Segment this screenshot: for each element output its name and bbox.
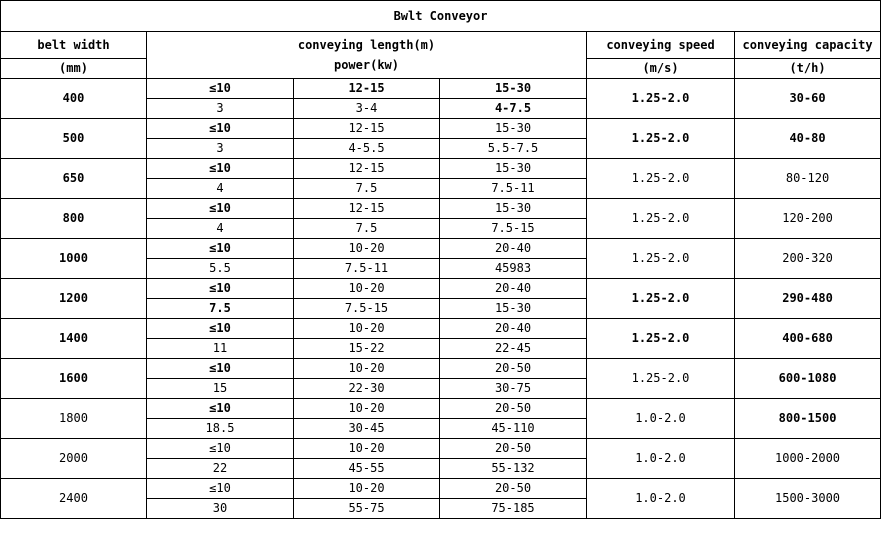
length-cell: ≤10 xyxy=(147,479,294,499)
length-cell: ≤10 xyxy=(147,319,294,339)
conveying-speed-cell: 1.25-2.0 xyxy=(587,239,735,279)
length-cell: ≤10 xyxy=(147,199,294,219)
belt-width-header: belt width xyxy=(1,32,147,59)
power-cell: 18.5 xyxy=(147,419,294,439)
power-cell: 4-7.5 xyxy=(440,99,587,119)
power-cell: 5.5-7.5 xyxy=(440,139,587,159)
length-cell: 20-50 xyxy=(440,439,587,459)
power-cell: 15 xyxy=(147,379,294,399)
table-row xyxy=(1,79,881,99)
power-cell: 7.5-15 xyxy=(440,219,587,239)
length-cell: 12-15 xyxy=(294,159,440,179)
belt-width-cell: 1000 xyxy=(1,239,147,279)
conveying-speed-cell: 1.25-2.0 xyxy=(587,279,735,319)
power-cell: 30-45 xyxy=(294,419,440,439)
length-cell: 10-20 xyxy=(294,279,440,299)
conveying-capacity-cell: 1500-3000 xyxy=(735,479,881,519)
belt-width-cell: 2000 xyxy=(1,439,147,479)
conveying-speed-cell: 1.0-2.0 xyxy=(587,439,735,479)
conveying-capacity-cell: 1000-2000 xyxy=(735,439,881,479)
belt-width-cell: 1800 xyxy=(1,399,147,439)
conveying-capacity-cell: 800-1500 xyxy=(735,399,881,439)
belt-width-cell: 1200 xyxy=(1,279,147,319)
power-cell: 7.5 xyxy=(147,299,294,319)
length-cell: 15-30 xyxy=(440,199,587,219)
conveying-speed-cell: 1.25-2.0 xyxy=(587,159,735,199)
conveying-capacity-cell: 30-60 xyxy=(735,79,881,119)
conveying-capacity-cell: 120-200 xyxy=(735,199,881,239)
power-cell: 7.5-15 xyxy=(294,299,440,319)
conveying-speed-header: conveying speed xyxy=(587,32,735,59)
length-cell: 12-15 xyxy=(294,119,440,139)
power-cell: 7.5 xyxy=(294,179,440,199)
length-cell: 15-30 xyxy=(440,159,587,179)
power-cell: 22-45 xyxy=(440,339,587,359)
conveying-speed-cell: 1.25-2.0 xyxy=(587,79,735,119)
length-cell: ≤10 xyxy=(147,399,294,419)
belt-width-cell: 400 xyxy=(1,79,147,119)
conveying-speed-cell: 1.0-2.0 xyxy=(587,479,735,519)
length-cell: 20-50 xyxy=(440,359,587,379)
power-cell: 7.5-11 xyxy=(294,259,440,279)
table-row xyxy=(1,319,881,339)
table-row xyxy=(1,119,881,139)
length-cell: ≤10 xyxy=(147,279,294,299)
length-cell: 20-40 xyxy=(440,239,587,259)
table-row xyxy=(1,279,881,299)
power-cell: 3 xyxy=(147,139,294,159)
conveying-speed-cell: 1.25-2.0 xyxy=(587,199,735,239)
conveying-speed-cell: 1.25-2.0 xyxy=(587,119,735,159)
length-cell: 12-15 xyxy=(294,199,440,219)
table-row xyxy=(1,439,881,459)
belt-width-cell: 500 xyxy=(1,119,147,159)
belt-width-cell: 650 xyxy=(1,159,147,199)
belt-width-cell: 800 xyxy=(1,199,147,239)
length-cell: 10-20 xyxy=(294,239,440,259)
table-row xyxy=(1,359,881,379)
length-cell: 10-20 xyxy=(294,479,440,499)
power-cell: 55-132 xyxy=(440,459,587,479)
length-cell: ≤10 xyxy=(147,359,294,379)
table-row xyxy=(1,479,881,499)
table-row xyxy=(1,199,881,219)
power-cell: 4 xyxy=(147,219,294,239)
power-cell: 30-75 xyxy=(440,379,587,399)
conveying-length-header: conveying length(m) xyxy=(297,38,436,52)
power-cell: 7.5 xyxy=(294,219,440,239)
belt-width-cell: 1600 xyxy=(1,359,147,399)
power-cell: 3-4 xyxy=(294,99,440,119)
length-cell: 20-40 xyxy=(440,279,587,299)
power-cell: 11 xyxy=(147,339,294,359)
power-cell: 22-30 xyxy=(294,379,440,399)
power-cell: 75-185 xyxy=(440,499,587,519)
power-cell: 45-55 xyxy=(294,459,440,479)
length-cell: 10-20 xyxy=(294,359,440,379)
conveying-speed-cell: 1.25-2.0 xyxy=(587,319,735,359)
table-row xyxy=(1,399,881,419)
length-cell: 15-30 xyxy=(440,119,587,139)
power-cell: 7.5-11 xyxy=(440,179,587,199)
power-cell: 15-30 xyxy=(440,299,587,319)
power-cell: 45983 xyxy=(440,259,587,279)
length-cell: ≤10 xyxy=(147,159,294,179)
power-cell: 3 xyxy=(147,99,294,119)
power-cell: 22 xyxy=(147,459,294,479)
belt-width-cell: 1400 xyxy=(1,319,147,359)
length-cell: 10-20 xyxy=(294,439,440,459)
power-cell: 30 xyxy=(147,499,294,519)
table-row xyxy=(1,159,881,179)
length-cell: 20-40 xyxy=(440,319,587,339)
length-power-header xyxy=(147,32,587,79)
length-cell: 20-50 xyxy=(440,399,587,419)
power-cell: 55-75 xyxy=(294,499,440,519)
conveying-speed-unit: (m/s) xyxy=(587,59,735,79)
power-cell: 45-110 xyxy=(440,419,587,439)
length-cell: 10-20 xyxy=(294,399,440,419)
power-cell: 15-22 xyxy=(294,339,440,359)
conveying-capacity-unit: (t/h) xyxy=(735,59,881,79)
power-cell: 4-5.5 xyxy=(294,139,440,159)
belt-width-unit: (mm) xyxy=(1,59,147,79)
table-title: Bwlt Conveyor xyxy=(1,1,881,32)
length-cell: 10-20 xyxy=(294,319,440,339)
conveying-capacity-cell: 400-680 xyxy=(735,319,881,359)
conveying-speed-cell: 1.25-2.0 xyxy=(587,359,735,399)
length-cell: ≤10 xyxy=(147,239,294,259)
conveying-capacity-header: conveying capacity xyxy=(735,32,881,59)
length-cell: 20-50 xyxy=(440,479,587,499)
conveying-capacity-cell: 200-320 xyxy=(735,239,881,279)
conveying-capacity-cell: 600-1080 xyxy=(735,359,881,399)
conveying-capacity-cell: 40-80 xyxy=(735,119,881,159)
length-cell: 12-15 xyxy=(294,79,440,99)
power-cell: 5.5 xyxy=(147,259,294,279)
length-cell: ≤10 xyxy=(147,79,294,99)
conveying-capacity-cell: 80-120 xyxy=(735,159,881,199)
conveying-capacity-cell: 290-480 xyxy=(735,279,881,319)
conveying-speed-cell: 1.0-2.0 xyxy=(587,399,735,439)
table-row xyxy=(1,239,881,259)
belt-width-cell: 2400 xyxy=(1,479,147,519)
power-cell: 4 xyxy=(147,179,294,199)
length-cell: ≤10 xyxy=(147,119,294,139)
power-header: power(kw) xyxy=(333,58,400,72)
length-cell: 15-30 xyxy=(440,79,587,99)
length-cell: ≤10 xyxy=(147,439,294,459)
